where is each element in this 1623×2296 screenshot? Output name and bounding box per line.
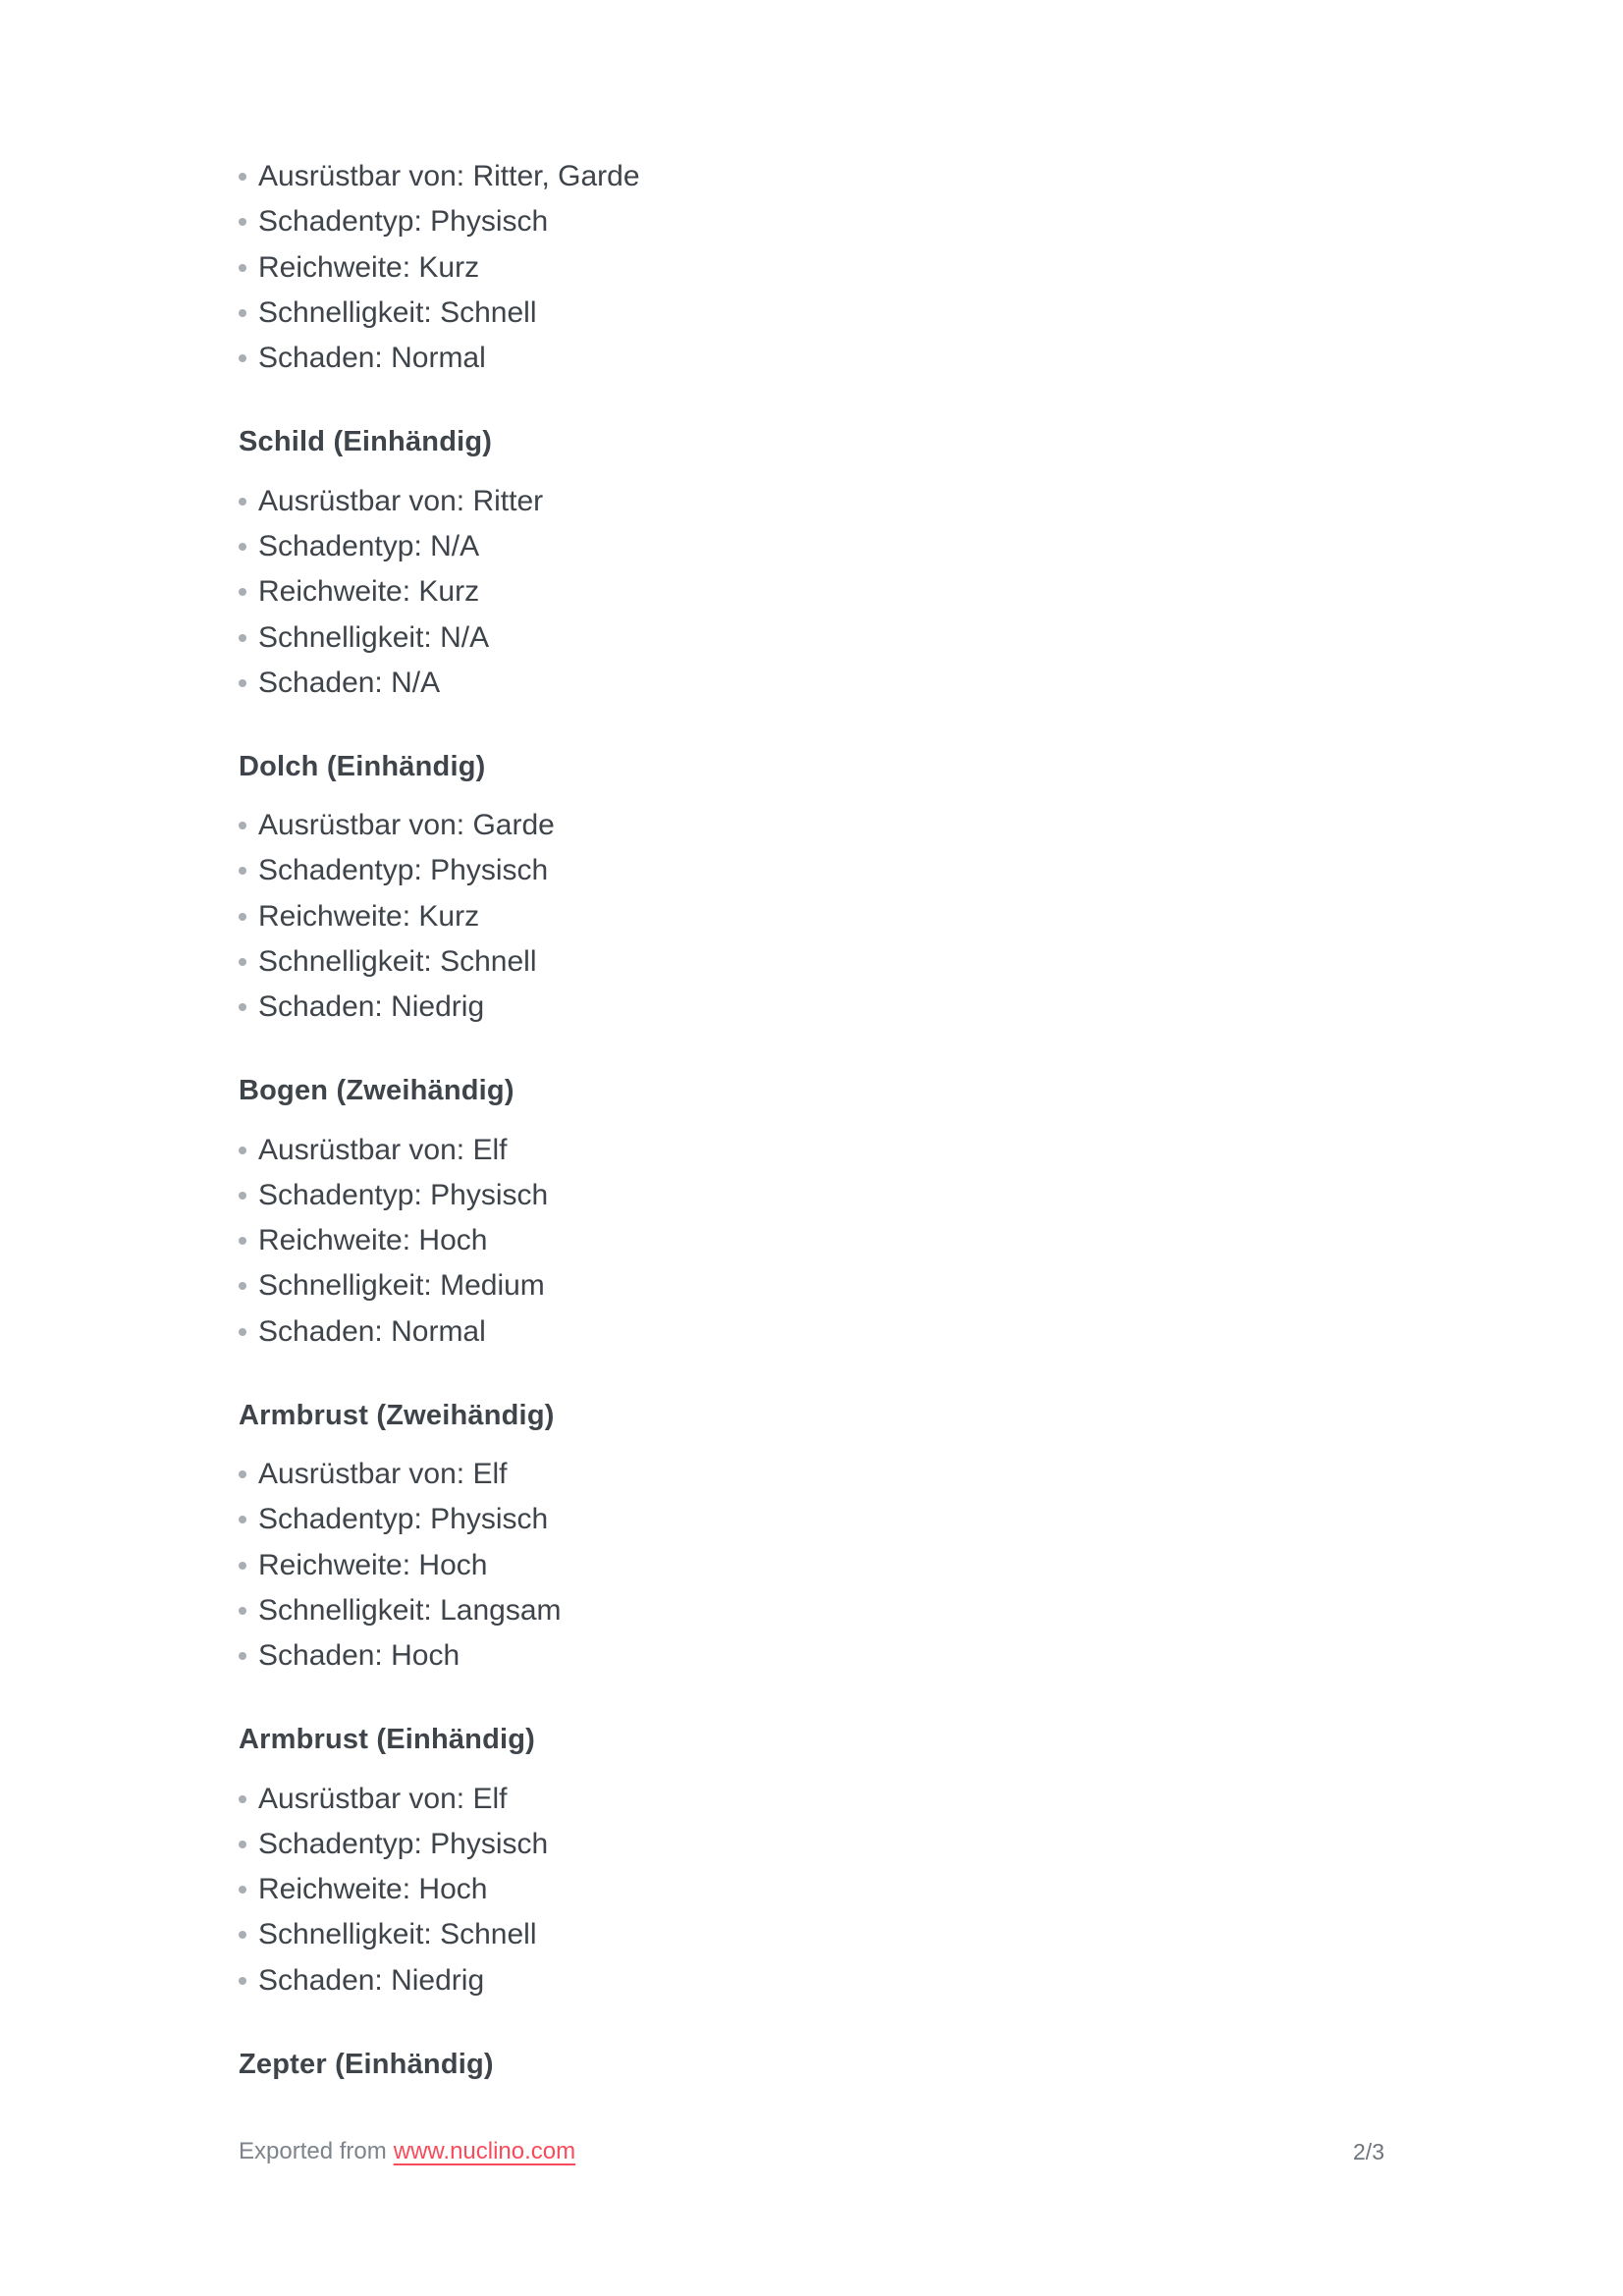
bullet-icon	[239, 1795, 246, 1803]
list-item	[239, 336, 1384, 381]
section-heading: Zepter (Einhändig)	[239, 2048, 494, 2080]
bullet-list	[239, 154, 1384, 381]
bullet-icon	[239, 1562, 246, 1570]
list-item-text: Schaden: Normal	[258, 1314, 486, 1348]
list-item-text: Reichweite: Hoch	[258, 1224, 488, 1257]
document-content	[239, 154, 1384, 2101]
bullet-icon	[239, 822, 246, 829]
list-item-text: Schaden: Niedrig	[258, 990, 485, 1024]
bullet-icon	[239, 913, 246, 921]
list-item	[239, 1173, 1384, 1218]
list-item	[239, 291, 1384, 336]
bullet-icon	[239, 498, 246, 506]
bullet-list	[239, 478, 1384, 705]
list-item-text: Reichweite: Hoch	[258, 1548, 488, 1581]
list-item	[239, 1452, 1384, 1497]
bullet-icon	[239, 588, 246, 596]
section-heading: Schild (Einhändig)	[239, 426, 493, 458]
list-item-text: Ausrüstbar von: Ritter	[258, 484, 544, 517]
list-item-text: Schadentyp: N/A	[258, 529, 480, 562]
bullet-icon	[239, 1607, 246, 1615]
list-item-text: Schaden: Niedrig	[258, 1963, 485, 1997]
list-item	[239, 569, 1384, 614]
list-item-text: Reichweite: Kurz	[258, 899, 480, 933]
bullet-icon	[239, 1470, 246, 1478]
list-item	[239, 1309, 1384, 1355]
list-item	[239, 1822, 1384, 1867]
bullet-icon	[239, 218, 246, 226]
list-item-text: Schadentyp: Physisch	[258, 1827, 549, 1860]
bullet-icon	[239, 958, 246, 966]
list-item	[239, 1867, 1384, 1912]
list-item	[239, 848, 1384, 893]
list-item	[239, 1218, 1384, 1263]
list-item	[239, 245, 1384, 291]
weapon-section	[239, 744, 1384, 1030]
section-heading: Armbrust (Zweihändig)	[239, 1399, 555, 1431]
list-item	[239, 1263, 1384, 1308]
list-item	[239, 199, 1384, 244]
list-item	[239, 1912, 1384, 1957]
list-item	[239, 1958, 1384, 2003]
list-item-text: Schnelligkeit: Medium	[258, 1269, 545, 1303]
list-item-text: Schadentyp: Physisch	[258, 854, 549, 887]
bullet-icon	[239, 1237, 246, 1245]
list-item-text: Reichweite: Hoch	[258, 1873, 488, 1906]
nuclino-link[interactable]: www.nuclino.com	[393, 2138, 576, 2164]
export-attribution	[239, 2138, 575, 2165]
page-number: 2/3	[1353, 2138, 1384, 2164]
weapon-section	[239, 1068, 1384, 1354]
list-item-text: Ausrüstbar von: Ritter, Garde	[258, 160, 640, 193]
list-item-text: Ausrüstbar von: Elf	[258, 1782, 508, 1815]
list-item	[239, 1497, 1384, 1542]
list-item	[239, 985, 1384, 1030]
exported-from-label: Exported from	[239, 2138, 387, 2164]
list-item-text: Ausrüstbar von: Garde	[258, 809, 555, 842]
list-item	[239, 154, 1384, 199]
list-item	[239, 803, 1384, 848]
bullet-icon	[239, 1977, 246, 1985]
bullet-icon	[239, 1516, 246, 1523]
list-item-text: Schaden: N/A	[258, 666, 441, 699]
weapon-section	[239, 2042, 1384, 2087]
bullet-icon	[239, 1886, 246, 1894]
bullet-list	[239, 1127, 1384, 1354]
weapon-section	[239, 419, 1384, 705]
bullet-icon	[239, 173, 246, 181]
list-item-text: Schnelligkeit: Schnell	[258, 296, 537, 330]
list-item-text: Schnelligkeit: Langsam	[258, 1593, 562, 1627]
bullet-list	[239, 803, 1384, 1030]
weapon-section	[239, 154, 1384, 381]
bullet-icon	[239, 264, 246, 272]
list-item	[239, 1776, 1384, 1821]
bullet-icon	[239, 634, 246, 642]
section-heading: Armbrust (Einhändig)	[239, 1724, 536, 1756]
bullet-list	[239, 1452, 1384, 1679]
bullet-icon	[239, 1328, 246, 1336]
list-item-text: Schnelligkeit: Schnell	[258, 945, 537, 978]
bullet-icon	[239, 1652, 246, 1660]
list-item-text: Schnelligkeit: Schnell	[258, 1918, 537, 1951]
bullet-icon	[239, 1931, 246, 1939]
list-item-text: Schadentyp: Physisch	[258, 1503, 549, 1536]
bullet-icon	[239, 679, 246, 687]
section-heading: Bogen (Zweihändig)	[239, 1075, 514, 1107]
list-item	[239, 478, 1384, 523]
weapon-section	[239, 1393, 1384, 1679]
bullet-icon	[239, 309, 246, 317]
page-footer	[239, 2138, 1384, 2165]
list-item-text: Reichweite: Kurz	[258, 575, 480, 609]
list-item-text: Schaden: Normal	[258, 342, 486, 375]
list-item	[239, 894, 1384, 939]
list-item-text: Schadentyp: Physisch	[258, 1178, 549, 1211]
list-item	[239, 614, 1384, 660]
bullet-icon	[239, 354, 246, 362]
list-item	[239, 661, 1384, 706]
list-item	[239, 939, 1384, 985]
list-item	[239, 1543, 1384, 1588]
list-item-text: Reichweite: Kurz	[258, 250, 480, 284]
list-item	[239, 1633, 1384, 1679]
list-item	[239, 1127, 1384, 1172]
bullet-icon	[239, 543, 246, 551]
weapon-section	[239, 1717, 1384, 2002]
list-item-text: Schadentyp: Physisch	[258, 205, 549, 239]
bullet-icon	[239, 1003, 246, 1011]
list-item	[239, 524, 1384, 569]
section-heading: Dolch (Einhändig)	[239, 750, 486, 782]
bullet-list	[239, 1776, 1384, 2002]
bullet-icon	[239, 1147, 246, 1154]
list-item-text: Schnelligkeit: N/A	[258, 620, 490, 654]
list-item-text: Ausrüstbar von: Elf	[258, 1458, 508, 1491]
bullet-icon	[239, 1841, 246, 1848]
list-item	[239, 1588, 1384, 1633]
list-item-text: Schaden: Hoch	[258, 1639, 460, 1673]
bullet-icon	[239, 1192, 246, 1200]
bullet-icon	[239, 1282, 246, 1290]
bullet-icon	[239, 867, 246, 875]
list-item-text: Ausrüstbar von: Elf	[258, 1133, 508, 1166]
